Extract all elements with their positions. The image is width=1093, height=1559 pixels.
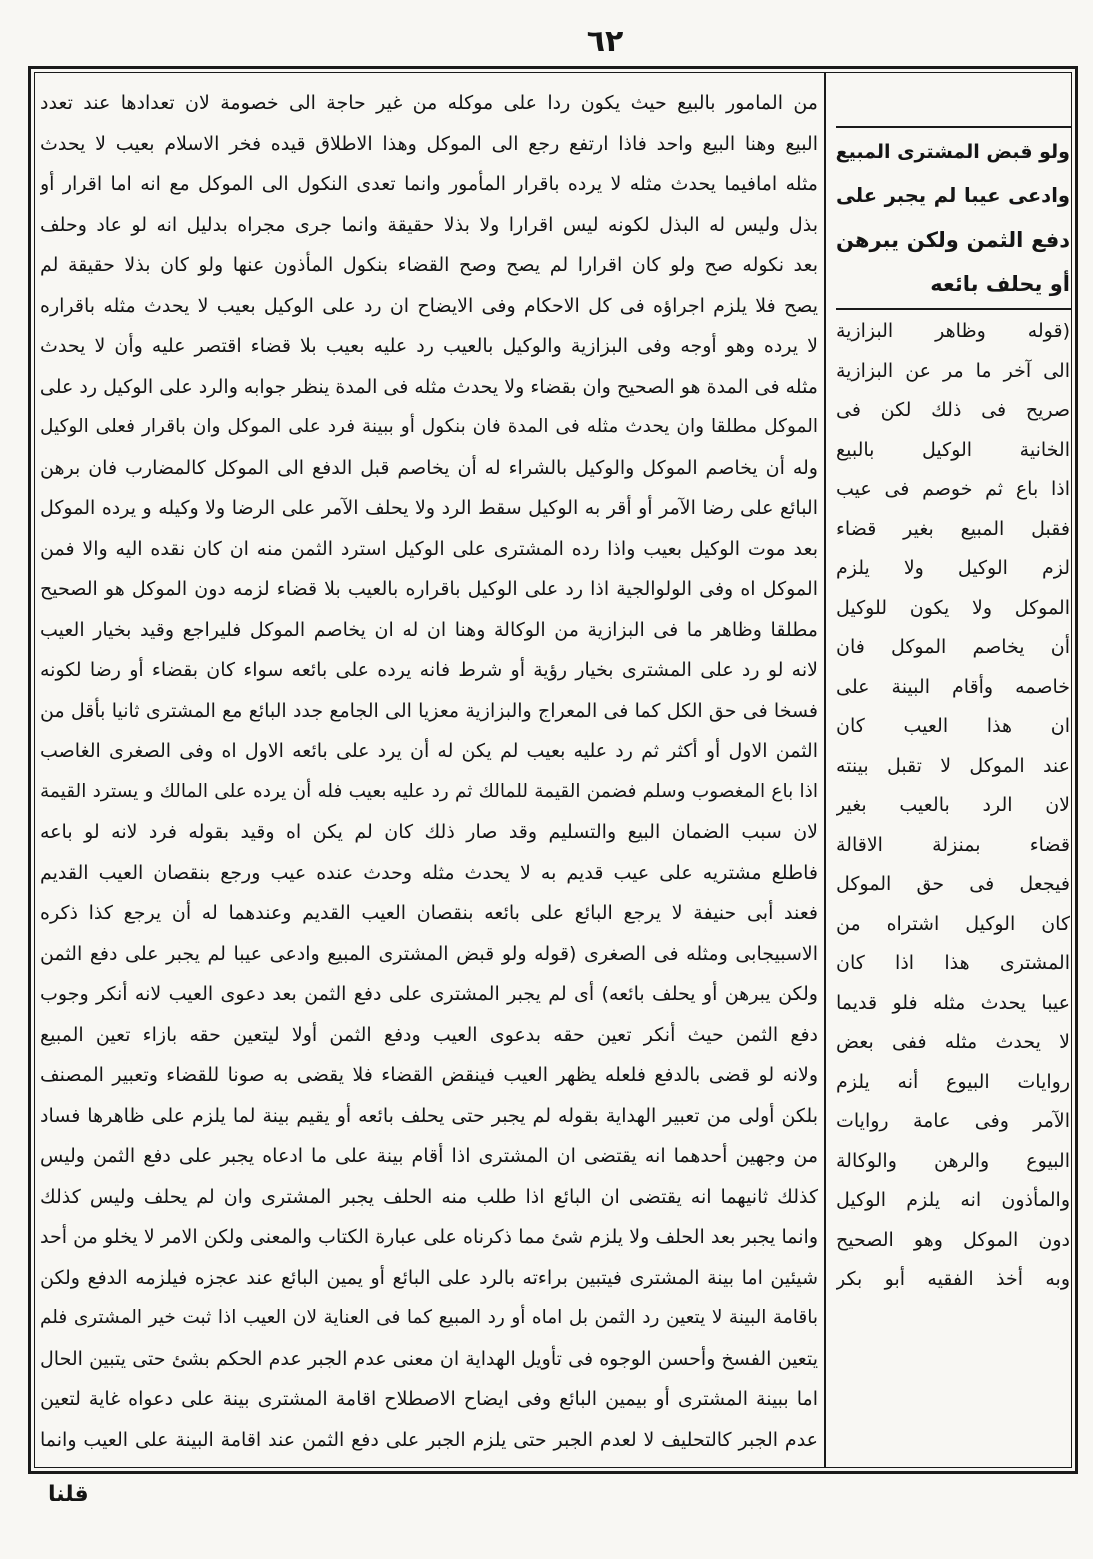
margin-commentary-line: صريح فى ذلك لكن فى <box>836 399 1070 421</box>
margin-commentary-line: فقبل المبيع بغير قضاء <box>836 517 1070 540</box>
main-text-line: مطلقا وظاهر ما فى البزازية من الوكالة وهنا ان له ان يخاصم الموكل فليراجع وقيد بخيار العيب <box>40 618 818 641</box>
margin-heading-line: وادعى عيبا لم يجبر على <box>836 184 1070 207</box>
margin-commentary-line: عيبا يحدث مثله فلو قديما <box>836 991 1070 1014</box>
main-text-line: لا يرده وهو أوجه وفى البزازية والوكيل بالعيب رد عليه بعيب بلا قضاء اقتصر عليه وأن لا يحدث <box>40 335 818 357</box>
margin-commentary-line: والمأذون انه يلزم الوكيل <box>836 1189 1070 1211</box>
main-text-line: فسخا فى حق الكل كما فى المعراج والبزازية معزيا الى الجامع جدد البائع مع المشترى ثانيا بأقل من <box>40 699 818 722</box>
main-text-line: يصح فلا يلزم اجراؤه فى كل الاحكام وفى الايضاح ان رد على الوكيل بعيب لا يحدث مثله باقراره <box>40 294 818 317</box>
main-text-line: البائع على رضا الآمر أو أقر به الوكيل سقط الرد ولا يحلف الآمر على الرضا ولا وكيله و يرده الموكل <box>40 497 818 519</box>
margin-heading-line: أو يحلف بائعه <box>930 272 1070 296</box>
main-text-line: ولكن يبرهن أو يحلف بائعه) أى لم يجبر المشترى على دفع الثمن بعد دعوى العيب لانه أنكر وجوب <box>40 983 818 1005</box>
main-text-line: مثله فى المدة هو الصحيح وان بقضاء ولا يحدث مثله فى المدة ينظر جوابه والرد على الوكيل رد على <box>40 375 818 398</box>
main-text-line: الثمن الاول أو أكثر ثم رد عليه بعيب لم يكن له أن يرد على بائعه الاول اه وفى الصغرى الغاصب <box>40 740 818 762</box>
margin-commentary-line: لزم الوكيل ولا يلزم <box>836 557 1070 579</box>
main-text-line: من وجهين أحدهما انه يقتضى ان المشترى اذا أقام بينة على ما ادعاه يجبر على دفع الثمن وليس <box>40 1145 818 1167</box>
margin-heading <box>836 130 1070 306</box>
margin-commentary-line: ان هذا العيب كان <box>836 715 1070 737</box>
main-text-line: وانما يجبر بعد الحلف ولا يلزم شئ مما ذكرناه على عبارة الكتاب والمعنى ولكن الامر لا يخلو من أحد <box>40 1226 818 1248</box>
main-text-line: فعند أبى حنيفة لا يرجع البائع على بائعه بنقصان العيب القديم وعندهما له أن يرجع كذا ذكره <box>40 902 818 924</box>
main-text-line: الاسبيجابى ومثله فى الصغرى (قوله ولو قبض المشترى المبيع وادعى عيبا لم يجبر على دفع الثمن <box>40 942 818 965</box>
margin-commentary-line: وبه أخذ الفقيه أبو بكر <box>836 1268 1070 1290</box>
margin-commentary-line: لا يحدث مثله ففى بعض <box>836 1031 1070 1053</box>
main-text-line: فاطلع مشتريه على عيب قديم به لا يحدث مثله وحدث عنده عيب ورجع بنقصان العيب القديم <box>40 861 818 884</box>
margin-commentary-line: الخانية الوكيل بالبيع <box>836 438 1070 461</box>
main-text-line: بلكن أولى من تعبير الهداية بقوله لم يجبر حتى يحلف بائعه أو يقيم بينة لما يلزم على ظاهرها فساد <box>40 1104 818 1127</box>
main-text-line: شيئين اما بينة المشترى فيتبين براءته بالرد على البائع أو يمين البائع عند عجزه فيلزمه الدفع ولكن <box>40 1266 818 1289</box>
margin-commentary-line: عند الموكل لا تقبل بينته <box>836 754 1070 777</box>
main-text-line: بعد نكوله صح ولو كان اقرارا لم يصح وصح القضاء بنكول المأذون عنها ولو كان بذلا حقيقة لم <box>40 254 818 276</box>
catchword: قلنا <box>48 1482 89 1507</box>
margin-commentary-line: فيجعل فى حق الموكل <box>836 873 1070 895</box>
main-text-line: البيع وهنا البيع واحد فاذا ارتفع رجع الى الموكل وهذا الاطلاق قيده فخر الاسلام بعيب لا يحدث <box>40 132 818 155</box>
main-text-line: عدم الجبر كالتحليف لا لعدم الجبر حتى يلزم الجبر على دفع الثمن عند اقامة البينة على العيب وانما <box>40 1428 818 1451</box>
main-text-line: دفع الثمن حيث أنكر تعين حقه بدعوى العيب ودفع الثمن أولا ليتعين حقه بازاء تعين المبيع <box>40 1023 818 1046</box>
main-text-line: وله أن يخاصم الموكل والوكيل بالشراء له أن يخاصم قبل الدفع الى الموكل كالمضارب فان برهن <box>40 456 818 479</box>
margin-rule-top <box>836 126 1072 128</box>
margin-commentary-line: الموكل ولا يكون للوكيل <box>836 596 1070 619</box>
margin-commentary-line: لان الرد بالعيب بغير <box>836 794 1070 816</box>
margin-rule-bottom <box>836 308 1072 310</box>
margin-commentary-line: البيوع والرهن والوكالة <box>836 1149 1070 1172</box>
page-number: ٦٢ <box>586 24 624 59</box>
margin-heading-line: ولو قبض المشترى المبيع <box>836 141 1070 163</box>
margin-commentary <box>836 312 1070 1300</box>
margin-commentary-line: خاصمه وأقام البينة على <box>836 675 1070 698</box>
main-text-line: بذل وليس له البذل لكونه ليس اقرارا ولا بذلا حقيقة وانما جرى مجراه بدليل انه لو عاد وحلف <box>40 213 818 236</box>
margin-commentary-line: أن يخاصم الموكل فان <box>836 636 1070 658</box>
margin-commentary-line: المشترى هذا اذا كان <box>836 952 1070 974</box>
main-text-line: لانه لو رد على المشترى بخيار رؤية أو شرط فانه يرده على بائعه سواء كان بقضاء أو رضا لكونه <box>40 659 818 681</box>
main-text-line: كذلك ثانيهما انه يقتضى ان البائع اذا طلب منه الحلف يجبر المشترى وان لم يحلف وليس كذلك <box>40 1185 818 1208</box>
main-text-line: اما ببينة المشترى أو بيمين البائع وفى ايضاح الاصطلاح اقامة المشترى بينة على دعواه غاية لتعين <box>40 1388 818 1410</box>
main-text-line: يتعين الفسخ وأحسن الوجوه فى تأويل الهداية ان معنى عدم الجبر عدم الحكم بشئ حتى يتبين الحال <box>40 1347 818 1370</box>
main-text-line: الموكل مطلقا وان يحدث مثله فى المدة فان بنكول أو ببينة فرد على الموكل وان باقرار فعلى الوكيل <box>40 416 818 437</box>
margin-commentary-line: الآمر وفى عامة روايات <box>836 1110 1070 1132</box>
main-text-line: من المامور بالبيع حيث يكون ردا على موكله من غير حاجة الى خصومة لان تعدادها عند تعدد <box>40 92 818 114</box>
column-divider <box>824 72 826 1468</box>
main-text-line: لان سبب الضمان البيع والتسليم وقد صار ذلك كان لم يكن اه وقيد بقوله فرد لانه لو باعه <box>40 821 818 843</box>
margin-commentary-line: قضاء بمنزلة الاقالة <box>836 833 1070 856</box>
main-text-line: بعد موت الوكيل بعيب واذا رده المشترى على الوكيل استرد الثمن منه ان كان نقده اليه والا فمن <box>40 537 818 560</box>
margin-commentary-line: اذا باع ثم خوصم فى عيب <box>836 478 1070 500</box>
main-text-column <box>40 83 818 1460</box>
main-text-line: اذا باع المغصوب وسلم فضمن القيمة للمالك ثم رد عليه بعيب فله أن يرده على المالك و يسترد القيمة <box>40 780 818 802</box>
margin-heading-line: دفع الثمن ولكن يبرهن <box>836 228 1070 252</box>
main-text-line: ولانه لو قضى بالدفع فلعله يظهر العيب فينقض القضاء فلا يقضى به صونا للقضاء وتعبير المصنف <box>40 1064 818 1086</box>
main-text-line: الموكل اه وفى الولوالجية اذا رد على الوكيل باقراره بالعيب بلا قضاء لزمه دون الموكل هو الصحيح <box>40 578 818 600</box>
margin-commentary-line: روايات البيوع أنه يلزم <box>836 1070 1070 1093</box>
main-text-line: مثله امافيما يحدث مثله لا يرده باقرار المأمور وانما تعدى النكول الى الموكل مع انه اما اقرار أو <box>40 173 818 195</box>
main-text-line: باقامة البينة لا يتعين رد الثمن بل اماه أو رد المبيع كما فى العناية لان العيب اذا ثبت خير المشترى فلم <box>40 1307 818 1328</box>
margin-commentary-line: (قوله وظاهر البزازية <box>836 320 1070 342</box>
margin-commentary-line: الى آخر ما مر عن البزازية <box>836 359 1070 382</box>
margin-commentary-line: كان الوكيل اشتراه من <box>836 912 1070 935</box>
margin-commentary-line: دون الموكل وهو الصحيح <box>836 1228 1070 1251</box>
